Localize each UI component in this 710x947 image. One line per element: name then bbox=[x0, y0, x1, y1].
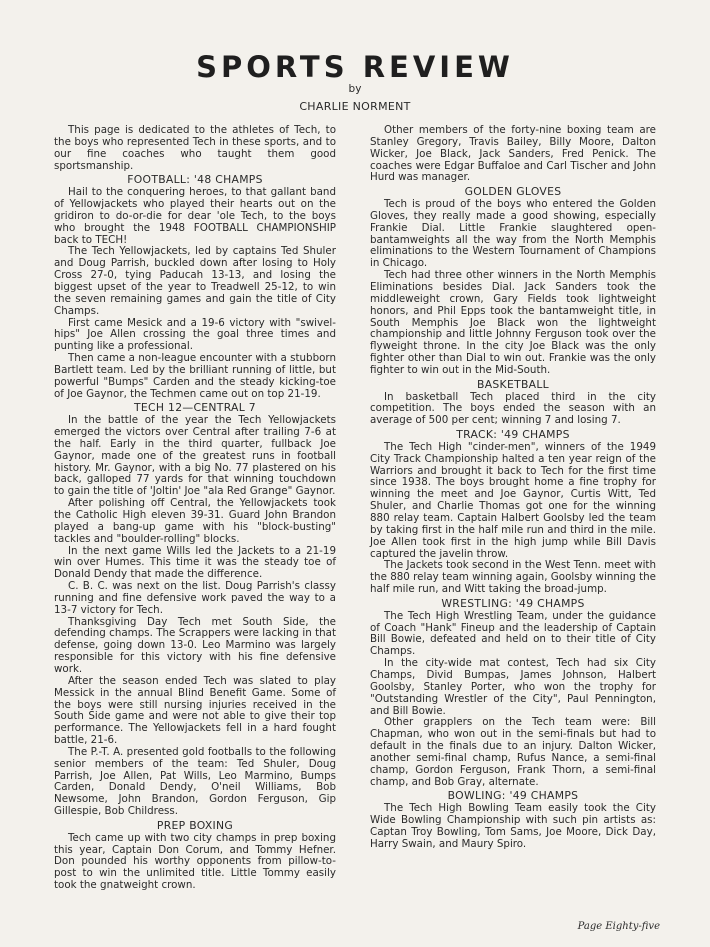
author-name: CHARLIE NORMENT bbox=[299, 100, 411, 113]
article-paragraph: The P.-T. A. presented gold footballs to the following senior members of the team: Ted Shuler, Doug Parrish, Joe Allen, Pat Wills, Leo Marmino, Bumps Carden, Donald Dendy, O'neil Williams, Bob Newsome, John Brandon, Gordon Ferguson, Gip Gillespie, Bob Childress. bbox=[54, 745, 336, 818]
article-paragraph: Other grapplers on the Tech team were: Bill Chapman, who won out in the semi-finals but had to default in the finals due to an injury. Dalton Wicker, another semi-final champ, Rufus Nance, a semi-final champ, Gordon Ferguson, Frank Thorn, a semi-final champ, and Bob Gray, alternate. bbox=[370, 716, 656, 788]
article-paragraph: In the battle of the year the Tech Yellowjackets emerged the victors over Central after trailing 7-6 at the half. Early in the third quarter, fullback Joe Gaynor, made one of the greatest runs in football history. Mr. Gaynor, with a big No. 77 plastered on his back, galloped 77 yards for that winning touchdown to gain the title of 'Joltin' Joe "ala Red Grange" Gaynor. bbox=[54, 414, 336, 498]
article-paragraph: In the next game Wills led the Jackets to a 21-19 win over Humes. This time it was the steady toe of Donald Dendy that made the difference. bbox=[54, 544, 336, 581]
section-heading: BOWLING: '49 CHAMPS bbox=[447, 789, 579, 803]
right-column bbox=[370, 125, 656, 851]
article-paragraph: Tech is proud of the boys who entered the Golden Gloves, they really made a good showing, especially Frankie Dial. Little Frankie slaughtered open-bantamweights all the way from the North Memphis eliminations to the Western Tournament of Champions in Chicago. bbox=[370, 198, 656, 270]
article-paragraph: The Tech High Bowling Team easily took the City Wide Bowling Championship with such pin artists as: Captan Troy Bowling, Tom Sams, Joe Moore, Dick Day, Harry Swain, and Maury Spiro. bbox=[370, 802, 656, 850]
article-paragraph: After polishing off Central, the Yellowjackets took the Catholic High eleven 39-31. Guard John Brandon played a bang-up game with his "block-busting" tackles and "boulder-rolling" blocks. bbox=[54, 497, 336, 545]
article-paragraph: After the season ended Tech was slated to play Messick in the annual Blind Benefit Game. Some of the boys were still nursing injuries received in the South Side game and were not able to give their top performance. The Yellowjackets fell in a hard fought battle, 21-6. bbox=[54, 674, 336, 747]
section-heading: FOOTBALL: '48 CHAMPS bbox=[127, 173, 263, 187]
section-heading: TRACK: '49 CHAMPS bbox=[456, 428, 570, 442]
article-paragraph: This page is dedicated to the athletes of Tech, to the boys who represented Tech in these sports, and to our fine coaches who taught them good sportsmanship. bbox=[54, 124, 336, 172]
byline: by bbox=[348, 83, 362, 95]
page-number: Page Eighty-five bbox=[577, 921, 660, 932]
article-paragraph: First came Mesick and a 19-6 victory with "swivel-hips" Joe Allen crossing the goal three times and punting like a professional. bbox=[54, 316, 336, 353]
article-paragraph: In the city-wide mat contest, Tech had six City Champs, Divid Bumpas, James Johnson, Halbert Goolsby, Stanley Porter, who won the trophy for "Outstanding Wrestler of the City", Paul Pennington, and Bill Bowie. bbox=[370, 657, 656, 717]
article-paragraph: Other members of the forty-nine boxing team are Stanley Gregory, Travis Bailey, Billy Moore, Dalton Wicker, Joe Black, Jack Sanders, Fred Penick. The coaches were Edgar Buffaloe and Carl Tischer and John Hurd was manager. bbox=[370, 124, 656, 184]
article-paragraph: C. B. C. was next on the list. Doug Parrish's classy running and fine defensive work paved the way to a 13-7 victory for Tech. bbox=[54, 580, 336, 616]
section-heading: GOLDEN GLOVES bbox=[464, 185, 562, 199]
article-paragraph: Hail to the conquering heroes, to that gallant band of Yellowjackets who played their hearts out on the gridiron to do-or-die for dear 'ole Tech, to the boys who brought the 1948 FOOTBALL CHAMPIONSHIP back to TECH! bbox=[54, 186, 336, 246]
article-paragraph: The Tech High "cinder-men", winners of the 1949 City Track Championship halted a ten year reign of the Warriors and brought it back to Tech for the first time since 1938. The boys brought home a fine trophy for winning the meet and Joe Gaynor, Curtis Witt, Ted Shuler, and Charlie Thomas got one for the winning 880 relay team. Captain Halbert Goolsby led the team by taking first in the half mile run and third in the mile. Joe Allen took first in the high jump while Bill Davis captured the javelin throw. bbox=[370, 440, 656, 560]
page-title: SPORTS REVIEW bbox=[196, 50, 514, 84]
article-paragraph: Tech had three other winners in the North Memphis Eliminations besides Dial. Jack Sanders took the middleweight crown, Gary Fields took lightweight honors, and Phil Epps took the bantamweight title, in South Memphis Joe Black won the lightweight championship and little Johnny Ferguson took over the flyweight throne. In the city Joe Black was the only fighter other than Dial to win out. Frankie was the only fighter to win out in the Mid-South. bbox=[370, 269, 656, 376]
article-paragraph: Then came a non-league encounter with a stubborn Bartlett team. Led by the brilliant running of little, but powerful "Bumps" Carden and the steady kicking-toe of Joe Gaynor, the Techmen came out on top 21-19. bbox=[54, 352, 336, 400]
section-heading: WRESTLING: '49 CHAMPS bbox=[441, 596, 585, 610]
article-paragraph: The Tech Yellowjackets, led by captains Ted Shuler and Doug Parrish, buckled down after losing to Holy Cross 27-0, tying Paducah 13-13, and losing the biggest upset of the year to Treadwell 25-12, to win the seven remaining games and gain the title of City Champs. bbox=[54, 245, 336, 317]
article-paragraph: Thanksgiving Day Tech met South Side, the defending champs. The Scrappers were lacking in that defense, going down 13-0. Leo Marmino was largely responsible for this victory with his fine defensive work. bbox=[54, 615, 336, 675]
section-heading: TECH 12—CENTRAL 7 bbox=[134, 401, 256, 415]
article-paragraph: The Jackets took second in the West Tenn. meet with the 880 relay team winning again, Goolsby winning the half mile run, and Witt taking the broad-jump. bbox=[370, 559, 656, 596]
article-paragraph: Tech came up with two city champs in prep boxing this year, Captain Don Corum, and Tommy Hefner. Don pounded his worthy opponents from pillow-to-post to win the unlimited title. Little Tommy easily took the gnatweight crown. bbox=[54, 831, 336, 892]
section-heading: BASKETBALL bbox=[477, 377, 549, 391]
article-paragraph: In basketball Tech placed third in the city competition. The boys ended the season with an average of 500 per cent; winning 7 and losing 7. bbox=[370, 390, 656, 427]
article-paragraph: The Tech High Wrestling Team, under the guidance of Coach "Hank" Fineup and the leadership of Captain Bill Bowie, defeated and held on to their title of City Champs. bbox=[370, 609, 656, 658]
left-column bbox=[54, 125, 336, 892]
section-heading: PREP BOXING bbox=[156, 818, 234, 832]
